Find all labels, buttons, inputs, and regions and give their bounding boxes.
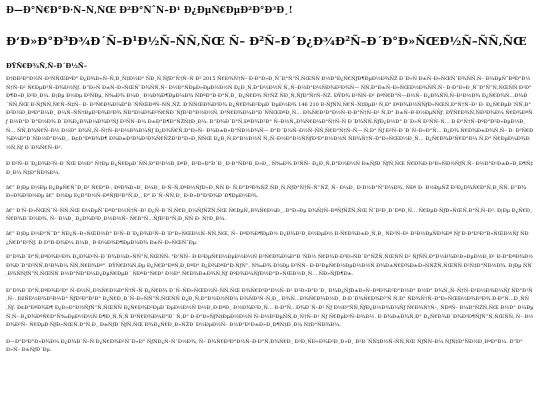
article-paragraph: â€” Ð‘Ñ–Ð»ÑŒÑˆÑ–ÑÑ‚ÑŒ Ð¼ÐµÑˆÐºÐ°Ð½Ñ†Ñ–Ð² Ð¿Ñ–Ð´Ñ‚Ñ€Ð¸Ð¼ÑƒÑŽÑ‚ÑŒ Ñ€ÐµÑ„Ð¾Ñ€Ð¼Ð¸, Ð°Ð»Ðµ Ð¾Ñ‡Ñ–ÐºÑƒÑŽÑ‚ÑŒ ÑˆÐ²Ð¸Ð´ÐºÐ¸Ñ… Ñ€ÐµÐ·ÑƒÐ»ÑŒÑ‚Ð°Ñ‚Ñ–Ð². Ð¦Ðµ Ð¿Ñ€Ð¸Ñ€Ð¾Ð´Ð½Ð¾, Ñ– Ð¼Ð¸ Ð¿Ð¾Ð²Ð¸Ð½Ð½Ñ– Ñ€Ð°Ñ…ÑƒÐ²Ð°Ñ‚Ð¸ÑÑ Ð· Ñ†Ð¸Ð¼. [6,207,533,223]
article-paragraph: â€” Ð¦Ðµ Ð½Ð°ÑˆÐ° ÑÐ¿Ñ–Ð»ÑŒÐ½Ð° Ð²Ñ–Ð´Ð¿Ð¾Ð²Ñ–Ð´Ð°Ð»ÑŒÐ½Ñ–ÑÑ‚ÑŒ, Ñ– ÐºÐ¾Ð¶ÐµÐ½ Ð¿Ð¾Ð²Ð¸Ð½ÐµÐ½ Ð·Ñ€Ð¾Ð±Ð¸Ñ‚Ð¸ ÑÐ²Ñ–Ð¹ Ð²Ð½ÐµÑÐ¾Ðº Ñƒ Ð·Ð°Ð³Ð°Ð»ÑŒÐ½Ñƒ ÑÐ¿Ñ€Ð°Ð²Ñƒ. Ð Ð°Ð·Ð¾Ð¼ Ð¼Ð¸ Ð·Ð¼Ð¾Ð¶ÐµÐ¼Ð¾ Ð±Ñ–Ð»ÑŒÑˆÐµ. [6,230,529,246]
article-paragraph: Ð Ð²Ñ–Ð´Ð¿Ð¾Ð²Ñ–Ð´ÑŒ Ð½Ð° Ñ†Ðµ Ð¿Ñ€ÐµÐ´ÑÑ‚Ð°Ð²Ð½Ð¸ÐºÐ¸ Ð²Ð»Ð°Ð´Ð¸ Ð·Ð°ÑÐ²Ð¸Ð»Ð¸, Ñ‰Ð¾ Ð²ÑÑ– Ð¿Ð¸Ñ‚Ð°Ð½Ð½Ñ Ð±ÑƒÐ´ÑƒÑ‚ÑŒ Ñ€Ð¾Ð·Ð³Ð»ÑÐ½ÑƒÑ‚Ñ– Ð½Ð°Ð¹Ð±Ð»Ð¸Ð¶Ñ‡Ð¸Ð¼ Ñ‡Ð°ÑÐ¾Ð¼. [6,161,533,176]
article-subhead: ÐŸÑ€Ð¾Ñ‚Ñ–Ð´Ð½Ñ– [6,62,88,70]
article-headline: Ð‘Ð»Ð°Ð³Ð¾Ð´Ñ–Ð¹Ð½Ñ–ÑÑ‚ÑŒ Ñ– Ð²Ñ–Ð´Ð¿Ð¾Ð²Ñ–Ð´Ð°Ð»ÑŒÐ½Ñ–ÑÑ‚ÑŒ [6,34,527,48]
article-paragraph: Ð”Ð¾Ð´Ð°Ñ‚ÐºÐ¾Ð²Ð¾ Ð¿Ð¾Ð²Ñ–Ð´Ð¾Ð¼Ð»ÑÑ”Ñ‚ÑŒÑÑ: "Ð’ÑÑ– Ð·Ð²ÐµÑ€Ð½ÐµÐ½Ð½Ñ Ð³Ñ€Ð¾Ð¼Ð°Ð´ÑÐ½ Ñ€Ð¾Ð·Ð³Ð»ÑÐ´Ð°ÑŽÑ‚ÑŒÑÑ Ð² ÑƒÑÑ‚Ð°Ð½Ð¾Ð²Ð»ÐµÐ½Ð¸Ð¹ Ð·Ð°ÐºÐ¾Ð½Ð¾Ð´Ð°Ð²ÑÑ‚Ð²Ð¾Ð¼ ÑÑ‚Ñ€Ð¾Ðº". ÐŸÑ€Ð¾Ñ‚Ðµ Ð¿Ñ€Ð°ÐºÑ‚Ð¸ÐºÐ° Ð¿Ð¾ÐºÐ°Ð·ÑƒÑ”, Ñ‰Ð¾ Ð½Ðµ Ð²ÑÑ– Ð·Ð²ÐµÑ€Ð½ÐµÐ½Ð½Ñ Ð¾Ð±Ñ€Ð¾Ð±Ð»ÑÑŽÑ‚ÑŒÑÑ Ð²Ñ‡Ð°ÑÐ½Ð¾. Ð¦Ðµ ÑÑ‚Ð¾ÑÑƒÑ”Ñ‚ÑŒÑÑ Ð½Ð°ÑÐ°Ð¼Ð¿ÐµÑ€ÐµÐ´ ÑÐºÐ°Ñ€Ð³ Ð½Ð° Ñ€Ð¾Ð±Ð¾Ñ‚Ñƒ ÐºÐ¾Ð¼ÑƒÐ½Ð°Ð»ÑŒÐ½Ð¸Ñ… ÑÐ»ÑƒÐ¶Ð±. [6,254,533,278]
article-paragraph: Ð”Ð¾Ð´Ð°Ñ‚ÐºÐ¾Ð²Ð° Ñ–Ð½Ñ„Ð¾Ñ€Ð¼Ð°Ñ†Ñ–Ñ Ð¿Ñ€Ð¾ Ð´Ñ–ÑÐ»ÑŒÐ½Ñ–ÑÑ‚ÑŒ Ð¾Ñ€Ð³Ð°Ð½Ñ–Ð² Ð²Ð»Ð°Ð´Ð¸ Ð¾Ð¿ÑƒÐ±Ð»Ñ–ÐºÐ¾Ð²Ð°Ð½Ð° Ð½Ð° Ð¾Ñ„Ñ–Ñ†Ñ–Ð¹Ð½Ð¾Ð¼Ñƒ ÑÐ°Ð¹Ñ‚Ñ–. ÐžÑÐ½Ð¾Ð²Ð½Ð° ÑƒÐ²Ð°Ð³Ð° Ð¿Ñ€Ð¸Ð´Ñ–Ð»ÑÑ”Ñ‚ÑŒÑÑ Ð¿Ð¸Ñ‚Ð°Ð½Ð½ÑÐ¼ Ð¾ÑÐ²Ñ–Ñ‚Ð¸, Ð¾Ñ…Ð¾Ñ€Ð¾Ð½Ð¸ Ð·Ð´Ð¾Ñ€Ð¾Ð²'Ñ Ñ‚Ð° ÑÐ¾Ñ†Ñ–Ð°Ð»ÑŒÐ½Ð¾Ð³Ð¾ Ð·Ð°Ñ…Ð¸ÑÑ‚Ñƒ. Ð¢Ð°ÐºÐ¾Ð¶ Ð¿Ð»Ð°Ð½ÑƒÑ”Ñ‚ÑŒÑÑ Ð¿Ñ€Ð¾Ð²ÐµÐ´ÐµÐ½Ð½Ñ Ð½Ð¸Ð·ÐºÐ¸ Ð½Ð¾Ð²Ð¸Ñ… Ð·Ð°Ñ…Ð¾Ð´Ñ–Ð² Ñƒ Ð½Ð°ÑÑ‚ÑƒÐ¿Ð½Ð¾Ð¼Ñƒ Ñ€Ð¾Ñ†Ñ–, ÑÐºÑ– Ð¼Ð°ÑŽÑ‚ÑŒ Ð½Ð° Ð¼ÐµÑ‚Ñ– Ð¿Ð¾ÐºÑ€Ð°Ñ‰ÐµÐ½Ð½Ñ Ð¶Ð¸Ñ‚Ñ‚Ñ Ð³Ñ€Ð¾Ð¼Ð°Ð´ Ñ‚Ð° Ð·Ð°Ð»ÑƒÑ‡ÐµÐ½Ð½Ñ Ñ–Ð½Ð²ÐµÑÑ‚Ð¸Ñ†Ñ–Ð¹ Ñƒ Ñ€ÐµÐ³Ñ–Ð¾Ð½. Ð Ð¾Ð±Ð¾Ñ‚Ð° Ð¿Ñ€Ð¾Ð´Ð¾Ð²Ð¶ÑƒÑ”Ñ‚ÑŒÑÑ, Ñ– Ð½Ð¾Ð²Ñ– Ñ€ÐµÐ·ÑƒÐ»ÑŒÑ‚Ð°Ñ‚Ð¸ Ð±ÑƒÐ´ÑƒÑ‚ÑŒ Ð¾Ð¿Ñ€Ð¸Ð»ÑŽÐ´Ð½ÐµÐ½Ñ– Ð½Ð°Ð¹Ð±Ð»Ð¸Ð¶Ñ‡Ð¸Ð¼ Ñ‡Ð°ÑÐ¾Ð¼. [6,287,534,329]
article-paragraph: Ð—Ð°Ð³Ð°Ð»Ð¾Ð¼ Ð¿Ð¾Ð´Ñ–Ñ Ð¿Ñ€Ð¾Ð¹ÑˆÐ»Ð° ÑƒÑÐ¿Ñ–ÑˆÐ½Ð¾, Ñ– Ð¾Ñ€Ð³Ð°Ð½Ñ–Ð·Ð°Ñ‚Ð¾Ñ€Ð¸ Ð²Ð¸ÑÐ»Ð¾Ð²Ð¸Ð»Ð¸ Ð²Ð´ÑÑ‡Ð½Ñ–ÑÑ‚ÑŒ ÑƒÑÑ–Ð¼ ÑƒÑ‡Ð°ÑÐ½Ð¸ÐºÐ°Ð¼. Ð”Ð°Ð»Ñ– Ð±ÑƒÐ´Ðµ. [6,338,523,354]
article-paragraph: Ð†ÐÐ²Ð°Ð½Ñ–Ð²ÑÑŒÐºÐ° Ð¿Ð¾Ð»Ñ–Ñ‚Ð¸Ñ‡Ð½Ð° ÑÐ¸Ñ‚ÑƒÐ°Ñ†Ñ–Ñ Ð² 2015 Ñ€Ð¾Ñ†Ñ– Ð·Ð°Ð»Ð¸ÑˆÐ°Ñ”Ñ‚ÑŒÑÑ Ð½Ð°Ð¿Ñ€ÑƒÐ¶ÐµÐ½Ð¾ÑŽ Ð´Ð»Ñ Ð±Ñ–Ð»ÑŒÑˆÐ¾ÑÑ‚Ñ– Ð¼ÐµÑˆÐºÐ°Ð½Ñ†Ñ–Ð² Ñ€ÐµÐ³Ñ–Ð¾Ð½Ñƒ. Ð”Ð»Ñ Ð±Ñ–Ð»ÑŒÑˆÐ¾ÑÑ‚Ñ– Ð½Ð°ÑÐµÐ»ÐµÐ½Ð½Ñ Ð¿Ð¸Ñ‚Ð°Ð½Ð½Ñ Ñ„Ñ–Ð½Ð°Ð½ÑÐ¾Ð²Ð¾Ñ— ÑÑ‚Ð°Ð±Ñ–Ð»ÑŒÐ½Ð¾ÑÑ‚Ñ– Ð·Ð°Ð»Ð¸ÑˆÐ°Ñ”Ñ‚ÑŒÑÑ Ð²Ð°Ð¶Ð»Ð¸Ð²Ð¸Ð¼. Ð¦Ðµ Ð½Ðµ Ð²ÑÐµ, Ñ‰Ð¾ Ð¼Ð¸ Ð¼Ð¾Ð¶ÐµÐ¼Ð¾ ÑÐºÐ°Ð·Ð°Ñ‚Ð¸ Ð¿Ñ€Ð¾ Ñ†ÑŽ ÑÐ¸Ñ‚ÑƒÐ°Ñ†Ñ–ÑŽ. ÐŸÐ¾ Ð²ÑÑ–Ð¹ ÐºÑ€Ð°Ñ—Ð½Ñ– Ð¿Ð¾ÑÑ‚Ñ–Ð¹Ð½Ð¾ Ð¿Ñ€Ð¾Ñ…Ð¾Ð´ÑÑ‚ÑŒ Ð·ÑƒÑÑ‚Ñ€Ñ–Ñ‡Ñ– Ð· Ð³Ñ€Ð¾Ð¼Ð°Ð´ÑÑŒÐºÑ–ÑÑ‚ÑŽ. Ð’ÑÑŒÐ¾Ð³Ð¾ Ð¿Ñ€Ð¾Ð²ÐµÐ´ÐµÐ½Ð¾ 146 210 Ð·ÑƒÑÑ‚Ñ€Ñ–Ñ‡ÐµÐ¹ Ñ‚Ð° ÐºÐ¾Ð½ÑÑƒÐ»ÑŒÑ‚Ð°Ñ†Ñ–Ð¹ Ð· Ð¿Ñ€ÐµÐ´ÑÑ‚Ð°Ð²Ð½Ð¸ÐºÐ°Ð¼Ð¸ Ð¼Ñ–ÑÑ†ÐµÐ²Ð¾Ð³Ð¾ ÑÐ°Ð¼Ð¾Ð²Ñ€ÑÐ´ÑƒÐ²Ð°Ð½Ð½Ñ, Ð³Ñ€Ð¾Ð¼Ð°Ð´ÑÑŒÐºÐ¸Ñ… Ð¾Ñ€Ð³Ð°Ð½Ñ–Ð·Ð°Ñ†Ñ–Ð¹ Ñ‚Ð° Ð±Ñ–Ð·Ð½ÐµÑÑƒ. ÐŸÑ€Ð¾Ñ‚ÑÐ³Ð¾Ð¼ Ñ€Ð¾ÐºÑƒ Ð½Ð°Ð´Ð°Ð½Ð¾ Ð´Ð¾Ð¿Ð¾Ð¼Ð¾Ð³Ñƒ Ð²ÑÑ–Ð¼ Ð±Ð°Ð¶Ð°ÑŽÑ‡Ð¸Ð¼. Ð”Ð¾Ð´Ð°Ñ‚ÐºÐ¾Ð²Ð° Ñ–Ð½Ñ„Ð¾Ñ€Ð¼Ð°Ñ†Ñ–Ñ Ð´Ð¾ÑÑ‚ÑƒÐ¿Ð½Ð° Ð´Ð»Ñ Ð²ÑÑ–Ñ… Ð·Ð°Ñ†Ñ–ÐºÐ°Ð²Ð»ÐµÐ½Ð¸Ñ… ÑÑ‚Ð¾Ñ€Ñ–Ð½ Ð½Ð° Ð¾Ñ„Ñ–Ñ†Ñ–Ð¹Ð½Ð¾Ð¼Ñƒ Ð¿Ð¾Ñ€Ñ‚Ð°Ð»Ñ– Ð¾Ð±Ð»Ð°ÑÐ½Ð¾Ñ— Ð°Ð´Ð¼Ñ–Ð½Ñ–ÑÑ‚Ñ€Ð°Ñ†Ñ–Ñ— Ñ‚Ð° Ñƒ Ð²Ñ–Ð´Ð´Ñ–Ð»Ð°Ñ… Ð¿Ð¾ Ñ€Ð¾Ð±Ð¾Ñ‚Ñ– Ð· Ð³Ñ€Ð¾Ð¼Ð°Ð´ÑÐ½Ð°Ð¼Ð¸. Ð¢Ð°ÐºÐ¾Ð¶ Ð¾Ð±Ð³Ð¾Ð²Ð¾Ñ€ÑŽÐ²Ð°Ð»Ð¸ÑÑŒ Ð¿Ð¸Ñ‚Ð°Ð½Ð½Ñ Ñ„Ñ–Ð½Ð°Ð½ÑÑƒÐ²Ð°Ð½Ð½Ñ ÑÐ¾Ñ†Ñ–Ð°Ð»ÑŒÐ½Ð¸Ñ… Ð¿Ñ€Ð¾Ð³Ñ€Ð°Ð¼ Ñ‚Ð° Ñ€ÐµÐ¼Ð¾Ð½Ñ‚Ñƒ Ð´Ð¾Ñ€Ñ–Ð³. [6,76,534,151]
article-paragraph: â€” Ð¦Ðµ Ð½Ðµ Ð¿ÐµÑ€ÑˆÐ¸Ð¹ Ñ€Ð°Ð·, ÐºÐ¾Ð»Ð¸ Ð¼Ð¸ Ð·Ñ–Ñ‚ÐºÐ½ÑƒÐ»Ð¸ÑÑ Ð· Ñ‚Ð°ÐºÐ¾ÑŽ ÑÐ¸Ñ‚ÑƒÐ°Ñ†Ñ–Ñ”ÑŽ, Ñ– Ð¼Ð¸ Ð·Ð½Ð°Ñ”Ð¼Ð¾, ÑÐº Ð· Ð½ÐµÑŽ Ð²Ð¿Ð¾Ñ€Ð°Ñ‚Ð¸ÑÑ. Ð“Ð¾Ð»Ð¾Ð²Ð½Ðµ â€” Ð½Ðµ Ð¿Ð°Ð½Ñ–ÐºÑƒÐ²Ð°Ñ‚Ð¸, Ð° Ð´Ñ–ÑÑ‚Ð¸ Ð·Ð»Ð°Ð³Ð¾Ð´Ð¶ÐµÐ½Ð¾. [6,184,527,200]
document-top-line: Ð—Ð°Ñ€Ð°Ð·Ñ–Ñ‚ÑŒ Ð²Ð°ÑˆÑ–Ð¹ Ð¿ÐµÑ€ÐµÐ²Ð°Ð³Ð¸! [6,6,293,16]
